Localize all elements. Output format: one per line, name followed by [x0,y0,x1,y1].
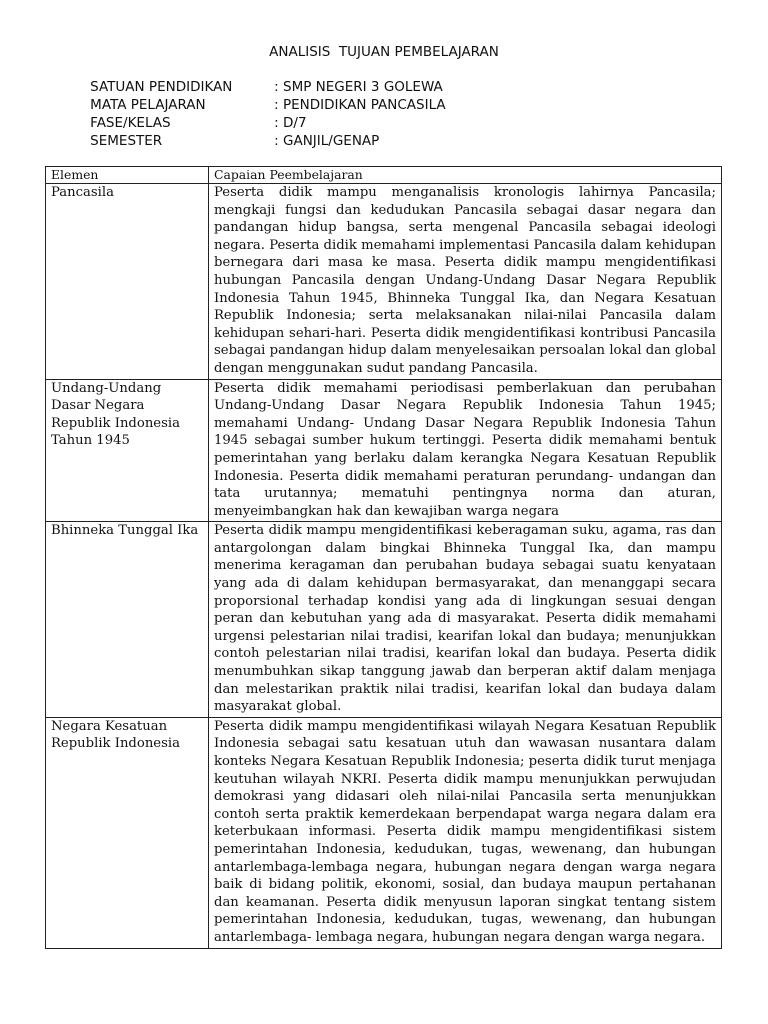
capaian-cell: Peserta didik memahami periodisasi pemberlakuan dan perubahan Undang-Undang Dasar Negara Republik Indonesia Tahun 1945; memahami Undang- Undang Dasar Negara Republik Indonesia Tahun 1945 sebagai sumber hukum tertinggi. Peserta didik memahami bentuk pemerintahan yang berlaku dalam kerangka Negara Kesatuan Republik Indonesia. Peserta didik memahami peraturan perundang- undangan dan tata urutannya; mematuhi pentingnya norma dan aturan, menyeimbangkan hak dan kewajiban warga negara [209,379,722,522]
table-row [46,379,722,522]
meta-label: MATA PELAJARAN [90,97,206,113]
elemen-cell: Undang-Undang Dasar Negara Republik Indonesia Tahun 1945 [46,379,209,522]
meta-value: : GANJIL/GENAP [274,133,380,149]
elemen-cell: Pancasila [46,184,209,380]
page-title: ANALISIS TUJUAN PEMBELAJARAN [269,44,499,60]
table-header-row [46,167,722,184]
meta-value: : PENDIDIKAN PANCASILA [274,97,446,113]
header-elemen: Elemen [46,167,209,184]
table-row [46,184,722,380]
meta-semester [73,117,379,165]
capaian-pembelajaran-table [45,166,722,949]
table-row [46,717,722,948]
capaian-cell: Peserta didik mampu menganalisis kronologis lahirnya Pancasila; mengkaji fungsi dan kedudukan Pancasila sebagai dasar negara dan pandangan hidup bangsa, serta mengenal Pancasila sebagai ideologi negara. Peserta didik memahami implementasi Pancasila dalam kehidupan bernegara dari masa ke masa. Peserta didik mampu mengidentifikasi hubungan Pancasila dengan Undang-Undang Dasar Negara Republik Indonesia Tahun 1945, Bhinneka Tunggal Ika, dan Negara Kesatuan Republik Indonesia; serta melaksanakan nilai-nilai Pancasila dalam kehidupan sehari-hari. Peserta didik mengidentifikasi kontribusi Pancasila sebagai pandangan hidup dalam menyelesaikan persoalan lokal dan global dengan menggunakan sudut pandang Pancasila. [209,184,722,380]
meta-label: FASE/KELAS [90,115,171,131]
capaian-cell: Peserta didik mampu mengidentifikasi keberagaman suku, agama, ras dan antargolongan dalam bingkai Bhinneka Tunggal Ika, dan mampu menerima keragaman dan perubahan budaya sebagai suatu kenyataan yang ada di dalam kehidupan bermasyarakat, dan menanggapi secara proporsional terhadap kondisi yang ada di lingkungan sesuai dengan peran dan kebutuhan yang ada di masyarakat. Peserta didik memahami urgensi pelestarian nilai tradisi, kearifan lokal dan budaya; menunjukkan contoh pelestarian nilai tradisi, kearifan lokal dan budaya. Peserta didik menumbuhkan sikap tanggung jawab dan berperan aktif dalam menjaga dan melestarikan praktik nilai tradisi, kearifan lokal dan budaya dalam masyarakat global. [209,522,722,718]
meta-label: SATUAN PENDIDIKAN [90,79,233,95]
header-capaian: Capaian Peembelajaran [209,167,722,184]
meta-value: : SMP NEGERI 3 GOLEWA [274,79,443,95]
elemen-cell: Negara Kesatuan Republik Indonesia [46,717,209,948]
meta-label: SEMESTER [90,133,163,149]
elemen-cell: Bhinneka Tunggal Ika [46,522,209,718]
capaian-cell: Peserta didik mampu mengidentifikasi wilayah Negara Kesatuan Republik Indonesia sebagai satu kesatuan utuh dan wawasan nusantara dalam konteks Negara Kesatuan Republik Indonesia; peserta didik turut menjaga keutuhan wilayah NKRI. Peserta didik mampu menunjukkan perwujudan demokrasi yang didasari oleh nilai-nilai Pancasila serta menunjukkan contoh serta praktik kemerdekaan berpendapat warga negara dalam era keterbukaan informasi. Peserta didik mampu mengidentifikasi sistem pemerintahan Indonesia, kedudukan, tugas, wewenang, dan hubungan antarlembaga-lembaga negara, hubungan negara dengan warga negara baik di bidang politik, ekonomi, sosial, dan budaya maupun pertahanan dan keamanan. Peserta didik menyusun laporan singkat tentang sistem pemerintahan Indonesia, kedudukan, tugas, wewenang, dan hubungan antarlembaga- lembaga negara, hubungan negara dengan warga negara. [209,717,722,948]
meta-value: : D/7 [274,115,307,131]
table-row [46,522,722,718]
